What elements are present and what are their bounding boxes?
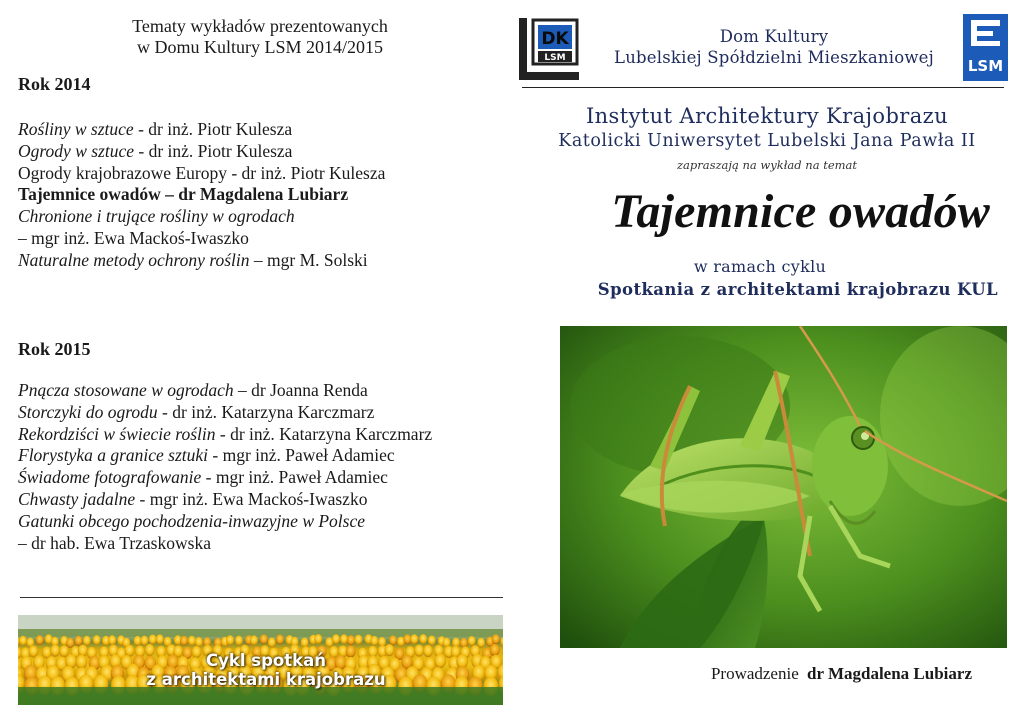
- lecture-speaker: - dr inż. Piotr Kulesza: [133, 119, 293, 139]
- lecture-speaker: - mgr inż. Paweł Adamiec: [208, 445, 395, 466]
- host-line-2: Lubelskiej Spółdzielni Mieszkaniowej: [614, 48, 934, 67]
- lecture-speaker: – mgr M. Solski: [249, 249, 368, 270]
- lecture-list-2014: [18, 119, 385, 272]
- lecture-speaker: - mgr inż. Ewa Mackoś-Iwaszko: [135, 488, 368, 509]
- tulip-blossom: [423, 645, 433, 657]
- lecture-speaker: - mgr inż. Paweł Adamiec: [201, 467, 388, 488]
- lecture-speaker: - dr inż. Katarzyna Karczmarz: [215, 423, 433, 444]
- list-item: [18, 424, 432, 446]
- tulip-blossom: [403, 634, 411, 644]
- lecture-title: Storczyki do ogrodu: [18, 401, 158, 422]
- tulip-blossom: [149, 635, 157, 645]
- lecture-speaker: - dr inż. Piotr Kulesza: [134, 140, 293, 161]
- tulip-blossom: [428, 636, 436, 646]
- tulip-blossom: [414, 645, 424, 657]
- lecture-title: Świadome fotografowanie: [18, 467, 202, 488]
- list-item: [18, 141, 385, 163]
- banner-line-2: z architektami krajobrazu: [146, 670, 386, 689]
- tulip-blossom: [76, 655, 88, 670]
- right-panel: [512, 0, 1024, 725]
- logo-dk-text: DK: [541, 29, 569, 49]
- lecture-title: Chronione i trujące rośliny w ogrodach: [18, 206, 295, 227]
- lsm-logo: [963, 14, 1008, 81]
- lecture-title-main: Tajemnice owadów: [611, 185, 990, 238]
- presenter-line: [572, 664, 972, 684]
- tulip-blossom: [332, 634, 340, 644]
- list-item: [18, 119, 385, 141]
- list-item: [18, 228, 385, 250]
- presenter-label: Prowadzenie: [710, 664, 799, 683]
- tulip-blossom: [188, 636, 196, 646]
- lecture-speaker: - dr inż. Katarzyna Karczmarz: [157, 401, 375, 422]
- tulip-blossom: [156, 634, 164, 644]
- dk-lsm-logo: [519, 18, 579, 80]
- tulip-blossom: [477, 638, 485, 648]
- tulip-blossom: [66, 638, 74, 648]
- lecture-title: Ogrody w sztuce: [18, 140, 135, 161]
- cycle-intro: w ramach cyklu: [693, 257, 827, 276]
- tulip-blossom: [59, 645, 69, 657]
- tulip-blossom: [226, 635, 234, 645]
- logo-dk-sub: LSM: [544, 53, 566, 63]
- tulip-blossom: [140, 636, 148, 646]
- tulip-blossom: [276, 635, 284, 645]
- tulip-blossom: [93, 635, 101, 645]
- list-item: [18, 250, 385, 272]
- tulip-blossom: [434, 654, 446, 669]
- host-organization: [584, 26, 964, 68]
- lecture-title: Chwasty jadalne: [18, 488, 136, 509]
- cycle-name: Spotkania z architektami krajobrazu KUL: [597, 280, 998, 299]
- header-line-1: Tematy wykładów prezentowanych: [132, 16, 388, 36]
- lecture-speaker: Ogrody krajobrazowe Europy - dr inż. Piotr Kulesza: [18, 162, 386, 183]
- lecture-speaker: – dr Magdalena Lubiarz: [160, 184, 349, 205]
- tulip-blossom: [419, 634, 427, 644]
- tulip-blossom: [347, 635, 355, 645]
- lecture-title: Gatunki obcego pochodzenia-inwazyjne w Polsce: [18, 510, 366, 531]
- grasshopper-photo: [560, 326, 1007, 648]
- presenter-name: dr Magdalena Lubiarz: [807, 664, 972, 683]
- lecture-title: Rośliny w sztuce: [18, 119, 134, 139]
- list-item: [18, 511, 432, 533]
- lecture-title: Pnącza stosowane w ogrodach: [18, 380, 234, 400]
- tulip-blossom: [389, 635, 397, 645]
- tulip-blossom: [468, 636, 476, 646]
- tulip-blossom: [490, 644, 500, 656]
- tulip-blossom: [19, 636, 27, 646]
- tulip-blossom: [235, 636, 243, 646]
- lecture-list-2015: [18, 380, 432, 554]
- lecture-speaker: – mgr inż. Ewa Mackoś-Iwaszko: [18, 227, 249, 248]
- tulip-blossom: [460, 638, 468, 648]
- list-item: [18, 163, 385, 185]
- tulip-blossom: [134, 636, 142, 646]
- tulip-blossom: [370, 636, 378, 646]
- lecture-speaker: – dr hab. Ewa Trzaskowska: [18, 532, 211, 553]
- list-item: [18, 380, 432, 402]
- tulip-blossom: [75, 636, 83, 646]
- banner-caption: [136, 651, 396, 689]
- list-item: [18, 206, 385, 228]
- tulip-blossom: [260, 634, 268, 644]
- tulip-blossom: [250, 635, 258, 645]
- tulip-blossom: [108, 635, 116, 645]
- host-line-1: Dom Kultury: [719, 27, 829, 46]
- invitation-text: zapraszają na wykład na temat: [676, 158, 858, 172]
- divider: [20, 597, 503, 598]
- header-line-2: w Domu Kultury LSM 2014/2015: [136, 37, 383, 57]
- lecture-title: Rekordziści w świecie roślin: [18, 423, 216, 444]
- tulip-blossom: [180, 636, 188, 646]
- tulip-banner-image: [18, 615, 503, 705]
- banner-line-1: Cykl spotkań: [206, 651, 326, 670]
- lecture-title: Tajemnice owadów: [18, 184, 161, 205]
- lecture-speaker: – dr Joanna Renda: [233, 380, 368, 400]
- list-item: [18, 533, 432, 555]
- logo-lsm-text: LSM: [967, 57, 1004, 75]
- lecture-title: Naturalne metody ochrony roślin: [18, 249, 250, 270]
- tulip-blossom: [268, 638, 276, 648]
- tulip-blossom: [314, 634, 322, 644]
- lecture-title: Florystyka a granice sztuki: [18, 445, 209, 466]
- tulip-blossom: [410, 634, 418, 644]
- tulip-blossom: [301, 638, 309, 648]
- header-divider: [522, 87, 1004, 88]
- year-2015-heading: Rok 2015: [18, 339, 91, 359]
- tulip-blossom: [355, 635, 363, 645]
- tulip-blossom: [500, 637, 503, 647]
- tulip-blossom: [195, 637, 203, 647]
- list-item: [18, 467, 432, 489]
- tulip-blossom: [50, 645, 60, 657]
- tulip-blossom: [492, 634, 500, 644]
- lecture-topics-header: [60, 16, 460, 58]
- tulip-blossom: [83, 636, 91, 646]
- list-item-highlighted: [18, 184, 385, 206]
- tulip-blossom: [340, 634, 348, 644]
- list-item: [18, 489, 432, 511]
- tulip-blossom: [125, 645, 135, 657]
- list-item: [18, 402, 432, 424]
- university-name: Katolicki Uniwersytet Lubelski Jana Pawła II: [558, 131, 976, 151]
- year-2014-heading: Rok 2014: [18, 74, 91, 94]
- institute-name: Instytut Architektury Krajobrazu: [585, 104, 949, 128]
- grasshopper-illustration: [560, 326, 1007, 648]
- tulip-blossom: [36, 635, 44, 645]
- list-item: [18, 445, 432, 467]
